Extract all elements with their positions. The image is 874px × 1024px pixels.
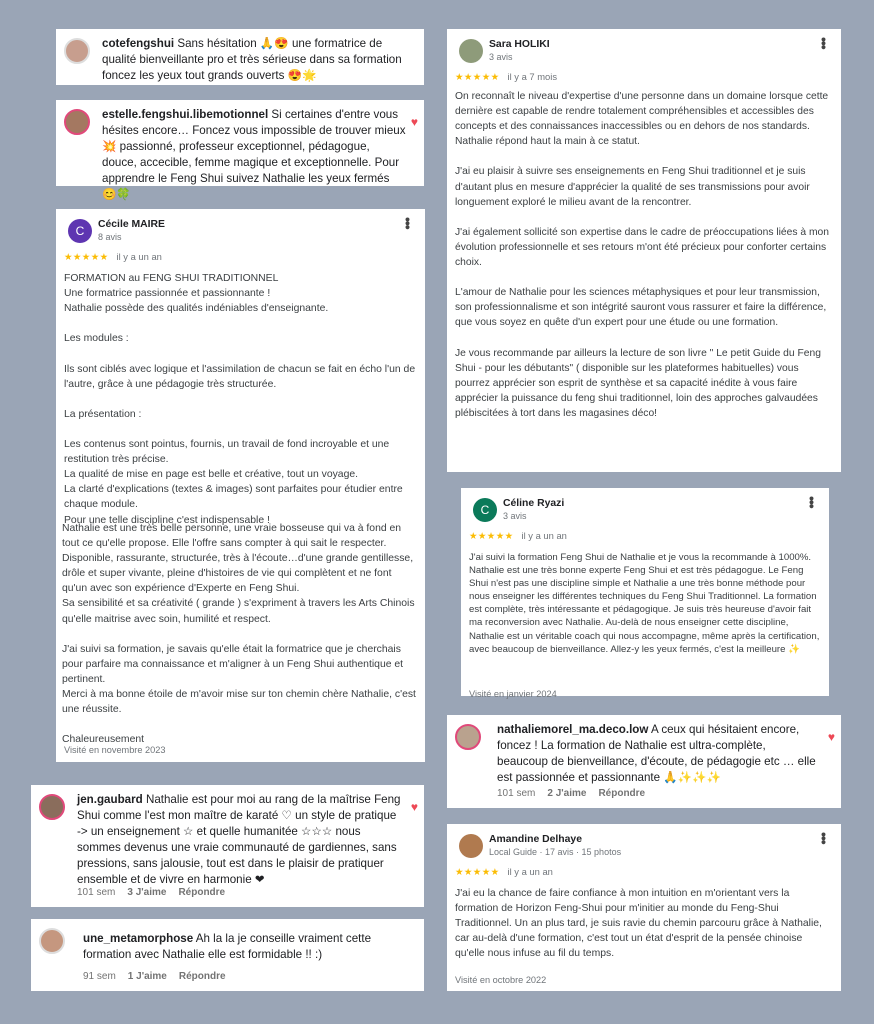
avatar[interactable] (459, 834, 483, 858)
stars: ★★★★★ (469, 530, 514, 541)
review-cotefengshui (56, 29, 424, 85)
star-rating (469, 528, 567, 543)
more-options-icon[interactable]: ••• (816, 37, 832, 49)
comment-text (102, 36, 406, 84)
avatar[interactable]: C (68, 219, 92, 243)
stars: ★★★★★ (455, 71, 500, 82)
review-age: il y a un an (507, 866, 553, 877)
visit-date: Visité en novembre 2023 (64, 745, 166, 755)
review-estelle (56, 100, 424, 201)
comment-body: A ceux qui hésitaient encore, foncez ! La formation de Nathalie est ultra-complète, beaucoup de bienveillance, d'écoute, de pédagogie etc … elle est passionnée et passionnante 🙏✨✨✨ (497, 723, 816, 784)
reply-button[interactable]: Répondre (178, 887, 226, 898)
comment-text (102, 107, 406, 203)
review-amandine-delhaye (447, 824, 841, 991)
visit-date: Visité en octobre 2022 (455, 975, 547, 985)
more-options-icon[interactable]: ••• (804, 496, 820, 508)
reviewer-name[interactable]: Sara HOLIKI (489, 39, 550, 50)
review-age: il y a 7 mois (507, 71, 558, 82)
heart-icon[interactable]: ♥ (410, 800, 418, 814)
avatar[interactable] (459, 39, 483, 63)
review-body: FORMATION au FENG SHUI TRADITIONNEL Une formatrice passionnée et passionnante ! Nathalie possède des qualités indéniables d'enseignante. Les modules : Ils sont ciblés avec logique et l'assimilation de chacun se fait en écho l'un de l'autre, grâce à une pédagogie très structurée. La présentation : Les contenus sont pointus, fournis, un travail de fond incroyable et une restitution très précise. La qualité de mise en page est belle et créative, tout un voyage. La clarté d'explications (textes & images) sont parfaites pour étudier entre chaque module. Pour une telle discipline c'est indispensable ! (64, 273, 416, 526)
username[interactable]: nathaliemorel_ma.deco.low (497, 723, 649, 736)
username[interactable]: cotefengshui (102, 37, 175, 50)
review-une-metamorphose (31, 919, 424, 991)
star-rating (64, 249, 162, 264)
username[interactable]: estelle.fengshui.libemotionnel (102, 108, 269, 121)
stars: ★★★★★ (455, 866, 500, 877)
username[interactable]: une_metamorphose (83, 932, 194, 945)
comment-time: 101 sem (77, 887, 116, 898)
username[interactable]: jen.gaubard (77, 793, 143, 806)
avatar[interactable] (64, 38, 90, 64)
reviewer-name[interactable]: Amandine Delhaye (489, 834, 582, 845)
avatar[interactable] (64, 109, 90, 135)
comment-body: Nathalie est pour moi au rang de la maîtrise Feng Shui comme l'est mon maître de karaté ♡ un style de pratique -> un enseignement ☆ et quelle humanitée ☆☆☆ nous sommes devenus une vraie communauté de gardiennes, sans pressions, sans jalousie, tout est dans le plaisir de pratiquer ensemble et de vivre en harmonie ❤ (77, 793, 401, 886)
comment-text (497, 722, 817, 786)
reviewer-count: Local Guide · 17 avis · 15 photos (489, 847, 622, 857)
review-body: J'ai suivi la formation Feng Shui de Nathalie et je vous la recommande à 1000%. Nathalie est une très bonne experte Feng Shui et est très pédagogue. Le Feng Shui n'est pas une discipline simple et Nathalie a une très bonne méthode pour nous enseigner les différentes techniques du Feng Shui Traditionnel. La formation est complète, très intéressante et pédagogique. Je suis très heureuse d'avoir fait ma reconversion avec Nathalie. Au-delà de nous enseigner cette discipline, Nathalie est un véritable coach qui nous accompagne, même après la certification, avec beaucoup de bienveillance. Allez-y les yeux fermés, c'est la meilleure ✨ (469, 552, 823, 655)
review-body-continued: Nathalie est une très belle personne, une vraie bosseuse qui va à fond en tout ce qu'elle propose. Elle l'offre sans compter à qui sait le respecter. Disponible, rassurante, structurée, très à l'écoute…d'une grande gentillesse, drôle et super vivante, pleine d'histoires de vie qui complètent et ne font qu'un avec son expérience d'Experte en Feng Shui. Sa sensibilité et sa créativité ( grande ) s'expriment à travers les Arts Chinois qu'elle maitrise avec soin, humilité et respect. J'ai suivi sa formation, je savais qu'elle était la formatrice que je cherchais pour parfaire ma connaissance et m'aligner à un Feng Shui authentique et pertinent. Merci à ma bonne étoile de m'avoir mise sur ton chemin chère Nathalie, c'est une réussite. Chaleureusement (62, 523, 416, 746)
reviewer-count: 3 avis (503, 511, 527, 521)
avatar[interactable] (455, 724, 481, 750)
review-body: J'ai eu la chance de faire confiance à mon intuition en m'orientant vers la formation de Horizon Feng-Shui pour m'initier au monde du Feng-Shui Traditionnel. Un an plus tard, je suis ravie du chemin parcouru grâce à Nathalie, car au-delà d'une formation, c'est tout un état d'esprit de la pensée chinoise qu'elle nous infuse au fil du temps. (455, 888, 825, 960)
comment-time: 91 sem (83, 971, 116, 982)
review-age: il y a un an (521, 530, 567, 541)
review-body: On reconnaît le niveau d'expertise d'une personne dans un domaine lorsque cette dernière est capable de rendre totalement compréhensibles et accessibles des concepts et des connaissances inaccessibles ou en dehors de nos standards. Nathalie répond haut la main à ce statut. J'ai eu plaisir à suivre ses enseignements en Feng Shui traditionnel et je suis d'autant plus en mesure d'apprécier la qualité de ses transmissions pour avoir longuement exploré le milieu avant de la rencontrer. J'ai également sollicité son expertise dans le cadre de préoccupations liées à mon évolution professionnelle et ses retours m'ont été précieux pour conforter certains choix. L'amour de Nathalie pour les sciences métaphysiques et pour leur transmission, son professionnalisme et son intégrité sauront vous rassurer et faire la différence, que vous soyez en quête d'un expert pour une étude ou une formation. Je vous recommande par ailleurs la lecture de son livre " Le petit Guide du Feng Shui - pour les débutants" ( disponible sur les plateformes habituelles) vous pourrez apprécier son esprit de synthèse et sa capacité inédite à vous faire apprécier la puissance du feng shui traditionnel, loin des approches galvaudées plébiscitées à tort dans les magasines déco! (455, 91, 830, 419)
like-count[interactable]: 2 J'aime (547, 788, 587, 799)
reviewer-name[interactable]: Céline Ryazi (503, 498, 565, 509)
review-age: il y a un an (116, 251, 162, 262)
star-rating (455, 69, 557, 84)
like-count[interactable]: 3 J'aime (127, 887, 167, 898)
review-celine-ryazi (461, 488, 829, 699)
comment-meta (83, 969, 238, 985)
review-nathaliemorel (447, 715, 841, 808)
comment-meta (77, 885, 237, 901)
like-count[interactable]: 1 J'aime (127, 971, 167, 982)
heart-icon[interactable]: ♥ (827, 730, 835, 744)
comment-time: 101 sem (497, 788, 536, 799)
stars: ★★★★★ (64, 251, 109, 262)
review-sara-holiki (447, 29, 841, 472)
more-options-icon[interactable]: ••• (400, 217, 416, 229)
heart-icon[interactable]: ♥ (410, 115, 418, 129)
avatar[interactable]: C (473, 498, 497, 522)
comment-text (77, 792, 402, 888)
review-jen-gaubard (31, 785, 424, 907)
comment-body: Sans hésitation 🙏😍 une formatrice de qualité bienveillante pro et très sérieuse dans sa formation foncez les yeux tout grands ouverts 😍🌟 (102, 37, 402, 82)
reply-button[interactable]: Répondre (598, 788, 646, 799)
comment-body: Ah la la je conseille vraiment cette formation avec Nathalie elle est formidable !! :) (83, 932, 372, 961)
comment-body: Si certaines d'entre vous hésites encore… Foncez vous impossible de trouver mieux 💥 passionné, professeur exceptionnel, pédagogue, douce, accecible, femme magique et exceptionnelle. Pour apprendre le Feng Shui suivez Nathalie les yeux fermés 😊🍀 (102, 108, 406, 201)
more-options-icon[interactable]: ••• (816, 832, 832, 844)
comment-meta (497, 786, 657, 802)
visit-date: Visité en janvier 2024 (469, 689, 557, 699)
comment-text (83, 931, 406, 963)
reviewer-count: 3 avis (489, 52, 513, 62)
avatar[interactable] (39, 794, 65, 820)
star-rating (455, 864, 553, 879)
reply-button[interactable]: Répondre (178, 971, 226, 982)
avatar[interactable] (39, 928, 65, 954)
reviewer-count: 8 avis (98, 232, 122, 242)
review-cecile-maire (56, 209, 425, 762)
reviewer-name[interactable]: Cécile MAIRE (98, 219, 165, 230)
